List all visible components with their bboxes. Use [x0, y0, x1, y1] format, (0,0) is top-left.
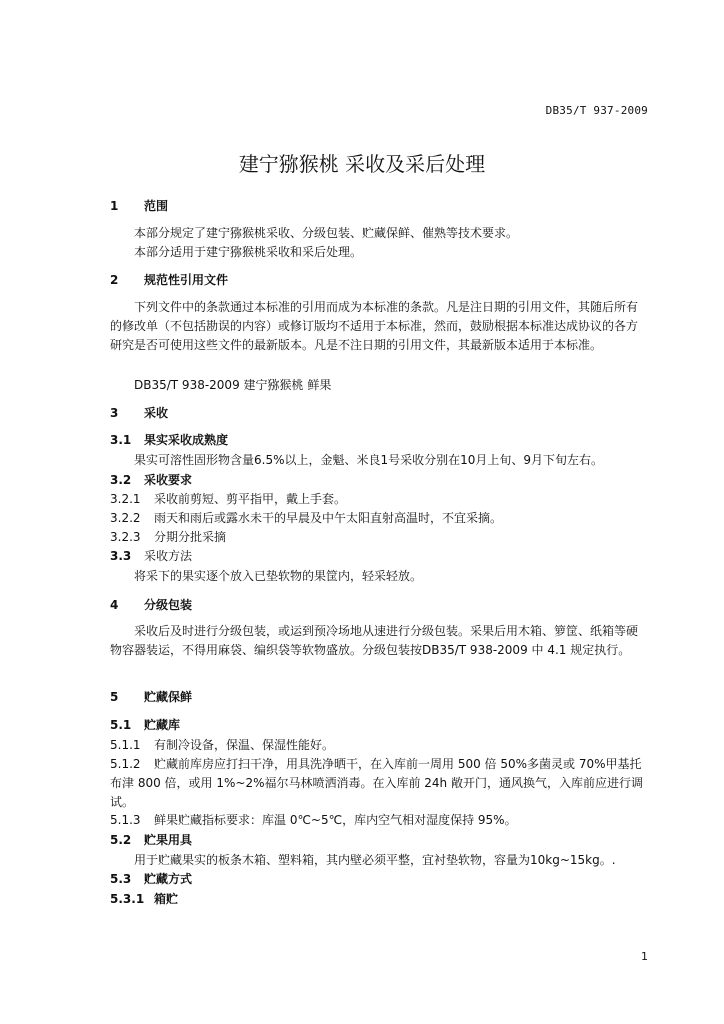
clause-text: 贮藏前库房应打扫干净，用具洗净晒干，在入库前一周用 500 倍 50%多菌灵或 70%甲基托布津 800 倍，或用 1%~2%福尔马林喷洒消毒。在入库前 24h 敞开门，通风换气，入库前应进行调试。 — [110, 757, 643, 809]
clause-number: 3.2.3 — [110, 530, 141, 544]
section-5-3-1-heading — [110, 891, 178, 907]
section-3-3-heading — [110, 548, 192, 564]
section-title: 采收 — [144, 406, 169, 420]
clause-text: 有制冷设备，保温、保湿性能好。 — [154, 738, 335, 752]
section-number: 3 — [110, 406, 119, 420]
section-2-heading — [110, 272, 228, 288]
section-number: 5.3 — [110, 872, 132, 886]
section-5-heading — [110, 689, 192, 705]
clause-text: 雨天和雨后或露水未干的早晨及中午太阳直射高温时，不宜采摘。 — [154, 511, 503, 525]
section-2-paragraph: 下列文件中的条款通过本标准的引用而成为本标准的条款。凡是注日期的引用文件，其随后所有的修改单（不包括勘误的内容）或修订版均不适用于本标准，然而，鼓励根据本标准达成协议的各方研究是否可使用这些文件的最新版本。凡是不注日期的引用文件，其最新版本适用于本标准。 — [110, 300, 639, 352]
section-4-heading — [110, 597, 192, 613]
page-number: 1 — [641, 950, 648, 963]
clause-text: 分期分批采摘 — [154, 530, 227, 544]
section-5-1-heading — [110, 717, 180, 733]
section-5-2-heading — [110, 832, 192, 848]
clause-number: 5.1.3 — [110, 813, 141, 827]
section-number: 3.1 — [110, 433, 132, 447]
section-title: 规范性引用文件 — [144, 273, 229, 287]
section-3-1-text: 果实可溶性固形物含量6.5%以上，金魁、米良1号采收分别在10月上旬、9月下旬左右。 — [134, 453, 604, 467]
section-5-1-3 — [110, 812, 517, 828]
section-title: 果实采收成熟度 — [144, 433, 229, 447]
section-5-1-1 — [110, 737, 334, 753]
section-title: 贮果用具 — [144, 833, 193, 847]
clause-number: 3.2.1 — [110, 492, 141, 506]
normative-reference: DB35/T 938-2009 建宁猕猴桃 鲜果 — [134, 378, 332, 392]
section-3-2-3 — [110, 529, 226, 545]
section-title: 贮藏库 — [144, 718, 181, 732]
clause-number: 5.1.1 — [110, 738, 141, 752]
section-number: 5 — [110, 690, 119, 704]
section-number: 5.1 — [110, 718, 132, 732]
section-title: 贮藏方式 — [144, 872, 193, 886]
clause-number: 5.1.2 — [110, 757, 141, 771]
document-title: 建宁猕猴桃 采收及采后处理 — [238, 152, 486, 176]
section-5-3-heading — [110, 871, 192, 887]
section-1-paragraph-1: 本部分规定了建宁猕猴桃采收、分级包装、贮藏保鲜、催熟等技术要求。 — [134, 226, 519, 240]
section-number: 3.2 — [110, 473, 132, 487]
section-title: 分级包装 — [144, 598, 193, 612]
section-number: 5.3.1 — [110, 892, 145, 906]
section-title: 范围 — [144, 199, 169, 213]
section-1-heading — [110, 198, 168, 214]
section-1-paragraph-2: 本部分适用于建宁猕猴桃采收和采后处理。 — [134, 245, 363, 259]
section-title: 采收方法 — [144, 549, 193, 563]
section-3-2-2 — [110, 510, 502, 526]
section-number: 2 — [110, 273, 119, 287]
clause-text: 鲜果贮藏指标要求：库温 0℃~5℃，库内空气相对湿度保持 95%。 — [154, 813, 517, 827]
section-number: 5.2 — [110, 833, 132, 847]
section-3-3-text: 将采下的果实逐个放入已垫软物的果筐内，轻采轻放。 — [134, 569, 423, 583]
section-number: 4 — [110, 598, 119, 612]
section-number: 1 — [110, 199, 119, 213]
section-3-2-heading — [110, 472, 192, 488]
section-3-2-1 — [110, 491, 346, 507]
section-5-2-text: 用于贮藏果实的板条木箱、塑料箱，其内壁必须平整，宜衬垫软物，容量为10kg~15kg。. — [134, 853, 616, 867]
document-number: DB35/T 937-2009 — [545, 104, 648, 117]
clause-text: 采收前剪短、剪平指甲，戴上手套。 — [154, 492, 347, 506]
section-3-1-heading — [110, 432, 228, 448]
section-title: 采收要求 — [144, 473, 193, 487]
clause-number: 3.2.2 — [110, 511, 141, 525]
section-3-heading — [110, 405, 168, 421]
section-number: 3.3 — [110, 549, 132, 563]
section-title: 箱贮 — [154, 892, 179, 906]
section-4-paragraph: 采收后及时进行分级包装，或运到预冷场地从速进行分级包装。采果后用木箱、箩筐、纸箱等硬物容器装运，不得用麻袋、编织袋等软物盛放。分级包装按DB35/T 938-2009 中 4.1 规定执行。 — [110, 624, 639, 657]
section-5-1-2 — [110, 755, 648, 812]
section-title: 贮藏保鲜 — [144, 690, 193, 704]
